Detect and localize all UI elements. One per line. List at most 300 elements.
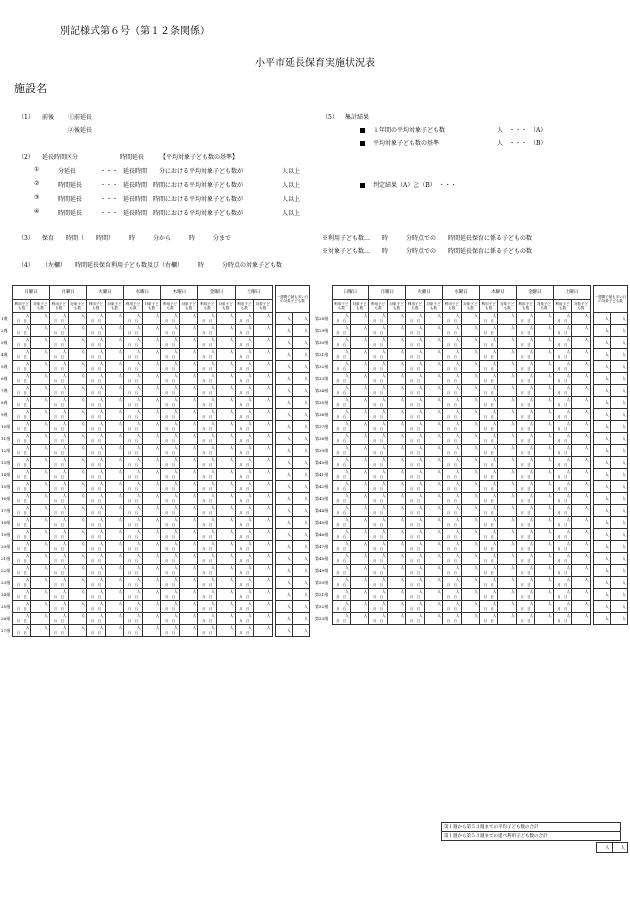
use-count-cell[interactable] xyxy=(332,481,350,493)
target-count-cell[interactable] xyxy=(142,517,161,529)
target-count-cell[interactable] xyxy=(535,445,553,457)
target-count-cell[interactable] xyxy=(179,589,198,601)
week-max-use-cell[interactable]: 人 xyxy=(594,577,611,589)
target-count-cell[interactable] xyxy=(350,397,368,409)
target-count-cell[interactable] xyxy=(535,565,553,577)
use-count-cell[interactable] xyxy=(235,361,254,373)
target-count-cell[interactable] xyxy=(535,613,553,625)
use-count-cell[interactable] xyxy=(406,589,424,601)
use-count-cell[interactable] xyxy=(553,433,571,445)
use-count-cell[interactable] xyxy=(12,493,31,505)
use-count-cell[interactable] xyxy=(406,613,424,625)
week-max-target-cell[interactable]: 人 xyxy=(292,565,309,577)
use-count-cell[interactable] xyxy=(553,577,571,589)
target-count-cell[interactable] xyxy=(254,565,273,577)
use-count-cell[interactable] xyxy=(12,613,31,625)
use-count-cell[interactable] xyxy=(332,529,350,541)
target-count-cell[interactable] xyxy=(105,625,124,637)
week-max-target-cell[interactable]: 人 xyxy=(292,589,309,601)
target-count-cell[interactable] xyxy=(572,541,590,553)
target-count-cell[interactable] xyxy=(535,457,553,469)
target-count-cell[interactable] xyxy=(254,409,273,421)
use-count-cell[interactable] xyxy=(443,577,461,589)
target-count-cell[interactable] xyxy=(254,397,273,409)
target-count-cell[interactable] xyxy=(572,337,590,349)
use-count-cell[interactable] xyxy=(553,337,571,349)
week-max-target-cell[interactable]: 人 xyxy=(292,493,309,505)
use-count-cell[interactable] xyxy=(198,613,217,625)
target-count-cell[interactable] xyxy=(68,589,87,601)
use-count-cell[interactable] xyxy=(87,337,106,349)
use-count-cell[interactable] xyxy=(406,337,424,349)
target-count-cell[interactable] xyxy=(350,433,368,445)
use-count-cell[interactable] xyxy=(235,409,254,421)
week-max-target-cell[interactable]: 人 xyxy=(610,541,627,553)
target-count-cell[interactable] xyxy=(216,409,235,421)
week-max-use-cell[interactable]: 人 xyxy=(275,349,292,361)
use-count-cell[interactable] xyxy=(332,421,350,433)
use-count-cell[interactable] xyxy=(443,325,461,337)
target-count-cell[interactable] xyxy=(572,601,590,613)
use-count-cell[interactable] xyxy=(161,529,180,541)
target-count-cell[interactable] xyxy=(535,337,553,349)
week-max-use-cell[interactable]: 人 xyxy=(594,553,611,565)
use-count-cell[interactable] xyxy=(50,349,69,361)
use-count-cell[interactable] xyxy=(235,577,254,589)
week-max-use-cell[interactable]: 人 xyxy=(594,517,611,529)
target-count-cell[interactable] xyxy=(31,517,50,529)
use-count-cell[interactable] xyxy=(369,313,387,325)
target-count-cell[interactable] xyxy=(387,337,405,349)
target-count-cell[interactable] xyxy=(498,349,516,361)
use-count-cell[interactable] xyxy=(332,541,350,553)
week-max-use-cell[interactable]: 人 xyxy=(594,529,611,541)
target-count-cell[interactable] xyxy=(105,505,124,517)
use-count-cell[interactable] xyxy=(50,529,69,541)
week-max-target-cell[interactable]: 人 xyxy=(292,421,309,433)
target-count-cell[interactable] xyxy=(535,361,553,373)
use-count-cell[interactable] xyxy=(235,601,254,613)
use-count-cell[interactable] xyxy=(198,349,217,361)
use-count-cell[interactable] xyxy=(198,445,217,457)
target-count-cell[interactable] xyxy=(254,337,273,349)
use-count-cell[interactable] xyxy=(198,421,217,433)
week-max-target-cell[interactable]: 人 xyxy=(610,325,627,337)
target-count-cell[interactable] xyxy=(572,577,590,589)
week-max-target-cell[interactable]: 人 xyxy=(610,385,627,397)
target-count-cell[interactable] xyxy=(68,409,87,421)
use-count-cell[interactable] xyxy=(332,577,350,589)
use-count-cell[interactable] xyxy=(12,517,31,529)
use-count-cell[interactable] xyxy=(124,541,143,553)
use-count-cell[interactable] xyxy=(406,325,424,337)
use-count-cell[interactable] xyxy=(516,313,534,325)
target-count-cell[interactable] xyxy=(572,469,590,481)
week-max-target-cell[interactable]: 人 xyxy=(610,565,627,577)
use-count-cell[interactable] xyxy=(235,625,254,637)
use-count-cell[interactable] xyxy=(332,337,350,349)
target-count-cell[interactable] xyxy=(216,565,235,577)
use-count-cell[interactable] xyxy=(87,373,106,385)
use-count-cell[interactable] xyxy=(198,313,217,325)
use-count-cell[interactable] xyxy=(516,445,534,457)
use-count-cell[interactable] xyxy=(50,445,69,457)
use-count-cell[interactable] xyxy=(516,397,534,409)
target-count-cell[interactable] xyxy=(387,385,405,397)
target-count-cell[interactable] xyxy=(142,493,161,505)
use-count-cell[interactable] xyxy=(406,481,424,493)
target-count-cell[interactable] xyxy=(31,433,50,445)
use-count-cell[interactable] xyxy=(161,397,180,409)
use-count-cell[interactable] xyxy=(50,613,69,625)
use-count-cell[interactable] xyxy=(553,601,571,613)
target-count-cell[interactable] xyxy=(105,421,124,433)
target-count-cell[interactable] xyxy=(535,601,553,613)
target-count-cell[interactable] xyxy=(31,445,50,457)
target-count-cell[interactable] xyxy=(498,373,516,385)
use-count-cell[interactable] xyxy=(124,577,143,589)
target-count-cell[interactable] xyxy=(216,529,235,541)
use-count-cell[interactable] xyxy=(87,313,106,325)
target-count-cell[interactable] xyxy=(498,313,516,325)
use-count-cell[interactable] xyxy=(480,493,498,505)
target-count-cell[interactable] xyxy=(387,349,405,361)
use-count-cell[interactable] xyxy=(50,565,69,577)
target-count-cell[interactable] xyxy=(105,481,124,493)
target-count-cell[interactable] xyxy=(68,529,87,541)
use-count-cell[interactable] xyxy=(50,481,69,493)
use-count-cell[interactable] xyxy=(480,337,498,349)
target-count-cell[interactable] xyxy=(216,421,235,433)
use-count-cell[interactable] xyxy=(198,373,217,385)
use-count-cell[interactable] xyxy=(553,589,571,601)
target-count-cell[interactable] xyxy=(179,361,198,373)
week-max-target-cell[interactable]: 人 xyxy=(292,601,309,613)
target-count-cell[interactable] xyxy=(142,481,161,493)
target-count-cell[interactable] xyxy=(387,481,405,493)
use-count-cell[interactable] xyxy=(516,493,534,505)
use-count-cell[interactable] xyxy=(50,601,69,613)
target-count-cell[interactable] xyxy=(142,565,161,577)
use-count-cell[interactable] xyxy=(480,589,498,601)
use-count-cell[interactable] xyxy=(50,337,69,349)
target-count-cell[interactable] xyxy=(105,361,124,373)
use-count-cell[interactable] xyxy=(50,385,69,397)
target-count-cell[interactable] xyxy=(68,565,87,577)
use-count-cell[interactable] xyxy=(50,433,69,445)
use-count-cell[interactable] xyxy=(553,481,571,493)
target-count-cell[interactable] xyxy=(142,541,161,553)
target-count-cell[interactable] xyxy=(216,457,235,469)
use-count-cell[interactable] xyxy=(480,445,498,457)
target-count-cell[interactable] xyxy=(31,337,50,349)
use-count-cell[interactable] xyxy=(235,445,254,457)
use-count-cell[interactable] xyxy=(124,325,143,337)
week-max-use-cell[interactable]: 人 xyxy=(275,529,292,541)
target-count-cell[interactable] xyxy=(216,325,235,337)
use-count-cell[interactable] xyxy=(369,601,387,613)
week-max-use-cell[interactable]: 人 xyxy=(594,457,611,469)
target-count-cell[interactable] xyxy=(68,349,87,361)
use-count-cell[interactable] xyxy=(553,469,571,481)
target-count-cell[interactable] xyxy=(498,589,516,601)
use-count-cell[interactable] xyxy=(443,493,461,505)
target-count-cell[interactable] xyxy=(68,397,87,409)
use-count-cell[interactable] xyxy=(235,613,254,625)
target-count-cell[interactable] xyxy=(179,505,198,517)
use-count-cell[interactable] xyxy=(480,613,498,625)
target-count-cell[interactable] xyxy=(179,397,198,409)
use-count-cell[interactable] xyxy=(443,349,461,361)
target-count-cell[interactable] xyxy=(179,337,198,349)
use-count-cell[interactable] xyxy=(87,553,106,565)
week-max-target-cell[interactable]: 人 xyxy=(610,517,627,529)
use-count-cell[interactable] xyxy=(161,505,180,517)
target-count-cell[interactable] xyxy=(387,493,405,505)
week-max-target-cell[interactable]: 人 xyxy=(610,469,627,481)
use-count-cell[interactable] xyxy=(332,313,350,325)
target-count-cell[interactable] xyxy=(572,517,590,529)
target-count-cell[interactable] xyxy=(142,469,161,481)
week-max-target-cell[interactable]: 人 xyxy=(292,625,309,637)
use-count-cell[interactable] xyxy=(369,337,387,349)
use-count-cell[interactable] xyxy=(553,505,571,517)
use-count-cell[interactable] xyxy=(235,457,254,469)
target-count-cell[interactable] xyxy=(350,409,368,421)
target-count-cell[interactable] xyxy=(387,565,405,577)
use-count-cell[interactable] xyxy=(12,589,31,601)
use-count-cell[interactable] xyxy=(516,457,534,469)
use-count-cell[interactable] xyxy=(87,457,106,469)
use-count-cell[interactable] xyxy=(124,421,143,433)
week-max-use-cell[interactable]: 人 xyxy=(594,349,611,361)
week-max-target-cell[interactable]: 人 xyxy=(610,313,627,325)
target-count-cell[interactable] xyxy=(179,325,198,337)
target-count-cell[interactable] xyxy=(350,373,368,385)
use-count-cell[interactable] xyxy=(12,349,31,361)
use-count-cell[interactable] xyxy=(406,565,424,577)
target-count-cell[interactable] xyxy=(216,385,235,397)
week-max-use-cell[interactable]: 人 xyxy=(275,541,292,553)
use-count-cell[interactable] xyxy=(87,493,106,505)
target-count-cell[interactable] xyxy=(424,385,442,397)
week-max-use-cell[interactable]: 人 xyxy=(594,565,611,577)
target-count-cell[interactable] xyxy=(498,529,516,541)
target-count-cell[interactable] xyxy=(461,433,479,445)
week-max-target-cell[interactable]: 人 xyxy=(292,445,309,457)
use-count-cell[interactable] xyxy=(480,397,498,409)
target-count-cell[interactable] xyxy=(424,469,442,481)
use-count-cell[interactable] xyxy=(50,457,69,469)
target-count-cell[interactable] xyxy=(461,385,479,397)
target-count-cell[interactable] xyxy=(31,493,50,505)
summary-value-1[interactable]: 人 xyxy=(597,843,613,853)
target-count-cell[interactable] xyxy=(424,493,442,505)
target-count-cell[interactable] xyxy=(461,577,479,589)
target-count-cell[interactable] xyxy=(424,409,442,421)
target-count-cell[interactable] xyxy=(535,493,553,505)
use-count-cell[interactable] xyxy=(553,553,571,565)
target-count-cell[interactable] xyxy=(350,517,368,529)
target-count-cell[interactable] xyxy=(254,601,273,613)
use-count-cell[interactable] xyxy=(516,505,534,517)
use-count-cell[interactable] xyxy=(50,577,69,589)
use-count-cell[interactable] xyxy=(12,433,31,445)
target-count-cell[interactable] xyxy=(31,325,50,337)
target-count-cell[interactable] xyxy=(387,397,405,409)
target-count-cell[interactable] xyxy=(387,541,405,553)
target-count-cell[interactable] xyxy=(424,589,442,601)
target-count-cell[interactable] xyxy=(216,577,235,589)
week-max-use-cell[interactable]: 人 xyxy=(275,565,292,577)
use-count-cell[interactable] xyxy=(480,409,498,421)
week-max-use-cell[interactable]: 人 xyxy=(594,505,611,517)
use-count-cell[interactable] xyxy=(369,565,387,577)
target-count-cell[interactable] xyxy=(216,601,235,613)
target-count-cell[interactable] xyxy=(461,421,479,433)
use-count-cell[interactable] xyxy=(443,385,461,397)
use-count-cell[interactable] xyxy=(332,613,350,625)
use-count-cell[interactable] xyxy=(332,457,350,469)
use-count-cell[interactable] xyxy=(50,505,69,517)
use-count-cell[interactable] xyxy=(516,433,534,445)
week-max-target-cell[interactable]: 人 xyxy=(292,457,309,469)
target-count-cell[interactable] xyxy=(572,409,590,421)
use-count-cell[interactable] xyxy=(87,445,106,457)
use-count-cell[interactable] xyxy=(198,409,217,421)
target-count-cell[interactable] xyxy=(179,349,198,361)
use-count-cell[interactable] xyxy=(124,625,143,637)
target-count-cell[interactable] xyxy=(535,385,553,397)
target-count-cell[interactable] xyxy=(387,553,405,565)
use-count-cell[interactable] xyxy=(50,373,69,385)
target-count-cell[interactable] xyxy=(498,613,516,625)
target-count-cell[interactable] xyxy=(31,457,50,469)
target-count-cell[interactable] xyxy=(179,445,198,457)
use-count-cell[interactable] xyxy=(553,409,571,421)
use-count-cell[interactable] xyxy=(124,445,143,457)
use-count-cell[interactable] xyxy=(480,373,498,385)
week-max-use-cell[interactable]: 人 xyxy=(594,469,611,481)
target-count-cell[interactable] xyxy=(350,481,368,493)
use-count-cell[interactable] xyxy=(198,493,217,505)
target-count-cell[interactable] xyxy=(350,613,368,625)
use-count-cell[interactable] xyxy=(443,481,461,493)
use-count-cell[interactable] xyxy=(235,397,254,409)
use-count-cell[interactable] xyxy=(516,541,534,553)
use-count-cell[interactable] xyxy=(87,625,106,637)
target-count-cell[interactable] xyxy=(254,613,273,625)
target-count-cell[interactable] xyxy=(424,481,442,493)
target-count-cell[interactable] xyxy=(572,325,590,337)
target-count-cell[interactable] xyxy=(535,541,553,553)
use-count-cell[interactable] xyxy=(50,589,69,601)
use-count-cell[interactable] xyxy=(161,433,180,445)
week-max-target-cell[interactable]: 人 xyxy=(610,373,627,385)
use-count-cell[interactable] xyxy=(12,337,31,349)
week-max-use-cell[interactable]: 人 xyxy=(275,313,292,325)
use-count-cell[interactable] xyxy=(161,457,180,469)
target-count-cell[interactable] xyxy=(68,385,87,397)
target-count-cell[interactable] xyxy=(387,445,405,457)
use-count-cell[interactable] xyxy=(406,433,424,445)
use-count-cell[interactable] xyxy=(443,505,461,517)
target-count-cell[interactable] xyxy=(350,589,368,601)
target-count-cell[interactable] xyxy=(105,517,124,529)
target-count-cell[interactable] xyxy=(498,601,516,613)
week-max-use-cell[interactable]: 人 xyxy=(275,433,292,445)
target-count-cell[interactable] xyxy=(142,505,161,517)
target-count-cell[interactable] xyxy=(461,493,479,505)
use-count-cell[interactable] xyxy=(369,481,387,493)
week-max-use-cell[interactable]: 人 xyxy=(594,421,611,433)
use-count-cell[interactable] xyxy=(443,421,461,433)
target-count-cell[interactable] xyxy=(424,553,442,565)
use-count-cell[interactable] xyxy=(480,481,498,493)
use-count-cell[interactable] xyxy=(406,445,424,457)
use-count-cell[interactable] xyxy=(161,349,180,361)
target-count-cell[interactable] xyxy=(105,553,124,565)
target-count-cell[interactable] xyxy=(387,529,405,541)
week-max-use-cell[interactable]: 人 xyxy=(275,445,292,457)
target-count-cell[interactable] xyxy=(350,337,368,349)
use-count-cell[interactable] xyxy=(198,337,217,349)
target-count-cell[interactable] xyxy=(498,445,516,457)
target-count-cell[interactable] xyxy=(142,433,161,445)
week-max-target-cell[interactable]: 人 xyxy=(610,529,627,541)
target-count-cell[interactable] xyxy=(179,565,198,577)
target-count-cell[interactable] xyxy=(179,541,198,553)
target-count-cell[interactable] xyxy=(216,373,235,385)
use-count-cell[interactable] xyxy=(235,337,254,349)
target-count-cell[interactable] xyxy=(105,529,124,541)
target-count-cell[interactable] xyxy=(68,445,87,457)
target-count-cell[interactable] xyxy=(572,481,590,493)
week-max-target-cell[interactable]: 人 xyxy=(610,445,627,457)
target-count-cell[interactable] xyxy=(387,325,405,337)
use-count-cell[interactable] xyxy=(12,373,31,385)
week-max-use-cell[interactable]: 人 xyxy=(594,445,611,457)
week-max-target-cell[interactable]: 人 xyxy=(292,481,309,493)
target-count-cell[interactable] xyxy=(179,421,198,433)
target-count-cell[interactable] xyxy=(461,397,479,409)
target-count-cell[interactable] xyxy=(142,529,161,541)
use-count-cell[interactable] xyxy=(369,577,387,589)
use-count-cell[interactable] xyxy=(553,541,571,553)
target-count-cell[interactable] xyxy=(535,589,553,601)
use-count-cell[interactable] xyxy=(406,385,424,397)
use-count-cell[interactable] xyxy=(406,505,424,517)
use-count-cell[interactable] xyxy=(332,433,350,445)
week-max-target-cell[interactable]: 人 xyxy=(292,469,309,481)
use-count-cell[interactable] xyxy=(50,325,69,337)
use-count-cell[interactable] xyxy=(516,481,534,493)
week-max-use-cell[interactable]: 人 xyxy=(275,409,292,421)
target-count-cell[interactable] xyxy=(387,469,405,481)
target-count-cell[interactable] xyxy=(31,505,50,517)
use-count-cell[interactable] xyxy=(369,589,387,601)
use-count-cell[interactable] xyxy=(369,433,387,445)
use-count-cell[interactable] xyxy=(443,469,461,481)
target-count-cell[interactable] xyxy=(535,553,553,565)
use-count-cell[interactable] xyxy=(87,589,106,601)
use-count-cell[interactable] xyxy=(161,625,180,637)
target-count-cell[interactable] xyxy=(350,493,368,505)
target-count-cell[interactable] xyxy=(68,361,87,373)
target-count-cell[interactable] xyxy=(216,553,235,565)
target-count-cell[interactable] xyxy=(535,313,553,325)
use-count-cell[interactable] xyxy=(198,397,217,409)
